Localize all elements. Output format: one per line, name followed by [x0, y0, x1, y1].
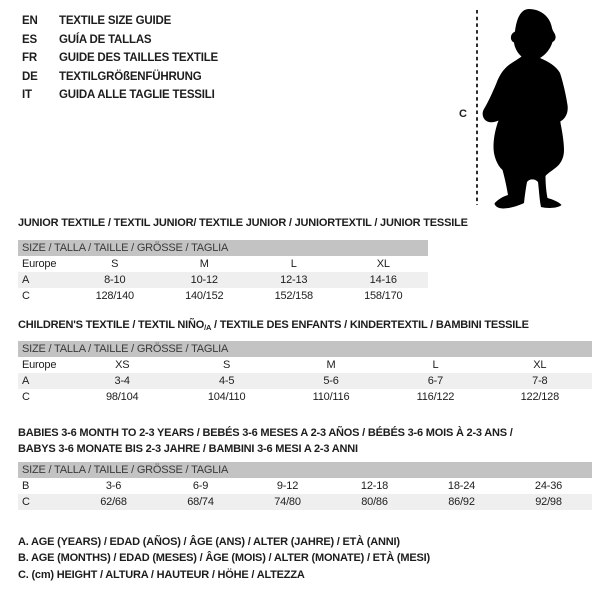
size-header-bar: SIZE / TALLA / TAILLE / GRÖSSE / TAGLIA — [18, 240, 428, 256]
table-row — [18, 357, 592, 373]
height-cell: 152/158 — [274, 290, 313, 302]
height-cell: 68/74 — [187, 496, 214, 508]
height-cell: 128/140 — [95, 290, 134, 302]
language-code: DE — [22, 70, 38, 83]
age-cell: 8-10 — [104, 274, 126, 286]
language-code: FR — [22, 52, 37, 65]
row-label: B — [22, 480, 30, 492]
height-cell: 86/92 — [448, 496, 475, 508]
age-cell: 4-5 — [218, 375, 235, 387]
size-cell: XS — [115, 359, 130, 371]
baby-silhouette-icon — [450, 5, 585, 215]
size-header-bar: SIZE / TALLA / TAILLE / GRÖSSE / TAGLIA — [18, 462, 592, 478]
language-row-it — [22, 86, 218, 105]
babies-size-table — [18, 462, 592, 510]
language-code: ES — [22, 33, 37, 46]
size-cell: XL — [533, 359, 547, 371]
age-cell: 5-6 — [323, 375, 339, 387]
table-row — [18, 478, 592, 494]
junior-table-title: JUNIOR TEXTILE / TEXTIL JUNIOR/ TEXTILE JUNIOR / JUNIORTEXTIL / JUNIOR TESSILE — [18, 217, 468, 229]
age-cell: 3-4 — [114, 375, 130, 387]
height-cell: 122/128 — [520, 391, 560, 403]
age-cell: 12-13 — [280, 274, 308, 286]
title-text: / TEXTILE DES ENFANTS / KINDERTEXTIL / BAMBINI TESSILE — [211, 319, 529, 331]
language-title: GUIDE DES TAILLES TEXTILE — [59, 52, 218, 65]
age-cell: 7-8 — [532, 375, 548, 387]
age-cell: 9-12 — [276, 480, 299, 492]
age-cell: 18-24 — [447, 480, 476, 492]
language-code: EN — [22, 15, 38, 27]
table-row — [18, 494, 592, 510]
row-label: C — [22, 391, 30, 403]
table-row — [18, 288, 428, 304]
language-title: TEXTILGRÖßENFÜHRUNG — [59, 70, 202, 83]
row-label: Europe — [22, 258, 57, 270]
height-cell: 116/122 — [416, 391, 455, 403]
language-row-es — [22, 31, 218, 50]
height-cell: 104/110 — [207, 391, 246, 403]
language-title: GUIDA ALLE TAGLIE TESSILI — [59, 89, 215, 102]
table-row — [18, 272, 428, 288]
height-cell: 74/80 — [274, 496, 301, 508]
height-cell: 158/170 — [364, 290, 403, 302]
title-text: CHILDREN'S TEXTILE / TEXTIL NIÑO — [18, 319, 205, 331]
babies-title-line2: BABYS 3-6 MONATE BIS 2-3 JAHRE / BAMBINI 3-6 MESI A 2-3 ANNI — [18, 443, 358, 455]
table-row — [18, 256, 428, 272]
size-cell: S — [223, 359, 231, 371]
age-cell: 6-9 — [192, 480, 209, 492]
age-cell: 3-6 — [105, 480, 122, 492]
language-title-list — [22, 12, 218, 105]
height-cell: 140/152 — [185, 290, 224, 302]
footnote-b: B. AGE (MONTHS) / EDAD (MESES) / ÂGE (MOIS) / ALTER (MONATE) / ETÀ (MESI) — [18, 552, 430, 565]
size-cell: M — [199, 258, 209, 270]
footnote-c: C. (cm) HEIGHT / ALTURA / HAUTEUR / HÖHE / ALTEZZA — [18, 568, 305, 581]
row-label: C — [22, 290, 30, 302]
size-header-bar: SIZE / TALLA / TAILLE / GRÖSSE / TAGLIA — [18, 341, 592, 357]
row-label: Europe — [22, 359, 57, 371]
children-table-title — [18, 319, 529, 331]
size-cell: L — [432, 359, 439, 371]
row-label: C — [22, 496, 30, 508]
age-cell: 12-18 — [360, 480, 389, 492]
legend-footnotes — [18, 534, 430, 583]
height-cell: 98/104 — [105, 391, 139, 403]
height-cell: 92/98 — [535, 496, 562, 508]
row-label: A — [22, 274, 30, 286]
age-cell: 24-36 — [534, 480, 563, 492]
title-subscript: /A — [204, 323, 212, 332]
language-title: TEXTILE SIZE GUIDE — [59, 15, 172, 27]
age-cell: 6-7 — [427, 375, 444, 387]
height-cell: 110/116 — [312, 391, 350, 403]
size-cell: L — [290, 258, 297, 270]
size-cell: XL — [376, 258, 390, 270]
babies-title-line1: BABIES 3-6 MONTH TO 2-3 YEARS / BEBÉS 3-6 MESES A 2-3 AÑOS / BÉBÉS 3-6 MOIS À 2-3 ANS / — [18, 427, 513, 439]
baby-silhouette-shape — [483, 9, 568, 209]
height-measure-label: C — [459, 108, 467, 120]
footnote-a: A. AGE (YEARS) / EDAD (AÑOS) / ÂGE (ANS) / ALTER (JAHRE) / ETÀ (ANNI) — [18, 536, 400, 548]
age-cell: 10-12 — [190, 274, 218, 286]
language-title: GUÍA DE TALLAS — [59, 33, 152, 46]
language-code: IT — [22, 89, 32, 102]
children-size-table — [18, 341, 592, 405]
height-cell: 80/86 — [361, 496, 388, 508]
age-cell: 14-16 — [369, 274, 397, 286]
size-cell: M — [326, 359, 336, 371]
table-row — [18, 389, 592, 405]
size-cell: S — [111, 258, 119, 270]
language-row-en — [22, 12, 218, 31]
junior-size-table — [18, 240, 428, 304]
height-cell: 62/68 — [100, 496, 127, 508]
row-label: A — [22, 375, 30, 387]
babies-table-title — [18, 425, 513, 457]
language-row-fr — [22, 49, 218, 68]
language-row-de — [22, 68, 218, 87]
table-row — [18, 373, 592, 389]
